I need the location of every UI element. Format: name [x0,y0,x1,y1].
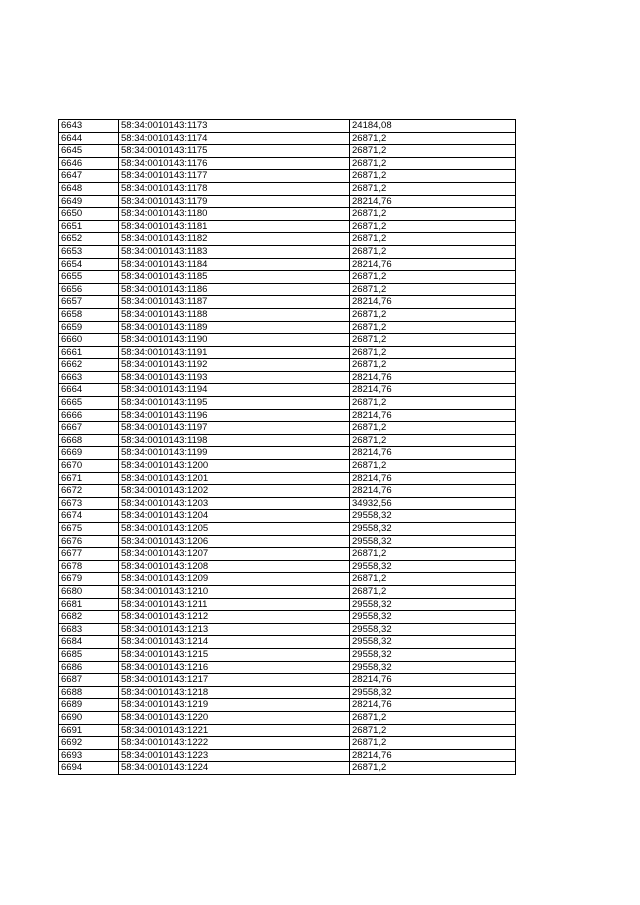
cadastral-number-cell: 58:34:0010143:1218 [119,686,350,699]
row-number-cell: 6646 [59,157,119,170]
table-body [59,120,516,775]
value-cell: 29558,32 [350,611,516,624]
cadastral-number-cell: 58:34:0010143:1213 [119,623,350,636]
row-number-cell: 6693 [59,749,119,762]
row-number-cell: 6681 [59,598,119,611]
value-cell: 26871,2 [350,145,516,158]
value-cell: 28214,76 [350,296,516,309]
value-cell: 28214,76 [350,371,516,384]
value-cell: 24184,08 [350,120,516,133]
table-row [59,699,516,712]
data-table [58,119,516,775]
row-number-cell: 6683 [59,623,119,636]
table-row [59,208,516,221]
value-cell: 29558,32 [350,560,516,573]
cadastral-number-cell: 58:34:0010143:1189 [119,321,350,334]
value-cell: 26871,2 [350,245,516,258]
row-number-cell: 6651 [59,220,119,233]
value-cell: 26871,2 [350,170,516,183]
row-number-cell: 6675 [59,523,119,536]
value-cell: 26871,2 [350,233,516,246]
value-cell: 26871,2 [350,585,516,598]
cadastral-number-cell: 58:34:0010143:1205 [119,523,350,536]
value-cell: 29558,32 [350,598,516,611]
value-cell: 26871,2 [350,422,516,435]
row-number-cell: 6652 [59,233,119,246]
table-row [59,308,516,321]
cadastral-number-cell: 58:34:0010143:1173 [119,120,350,133]
value-cell: 26871,2 [350,157,516,170]
row-number-cell: 6665 [59,397,119,410]
value-cell: 26871,2 [350,321,516,334]
cadastral-number-cell: 58:34:0010143:1180 [119,208,350,221]
table-row [59,157,516,170]
cadastral-number-cell: 58:34:0010143:1182 [119,233,350,246]
table-row [59,611,516,624]
row-number-cell: 6690 [59,711,119,724]
table-row [59,573,516,586]
cadastral-number-cell: 58:34:0010143:1185 [119,271,350,284]
value-cell: 29558,32 [350,661,516,674]
row-number-cell: 6654 [59,258,119,271]
row-number-cell: 6645 [59,145,119,158]
cadastral-number-cell: 58:34:0010143:1202 [119,485,350,498]
value-cell: 26871,2 [350,397,516,410]
cadastral-number-cell: 58:34:0010143:1175 [119,145,350,158]
value-cell: 28214,76 [350,409,516,422]
table-row [59,523,516,536]
table-row [59,560,516,573]
row-number-cell: 6674 [59,510,119,523]
value-cell: 26871,2 [350,182,516,195]
value-cell: 26871,2 [350,208,516,221]
row-number-cell: 6691 [59,724,119,737]
value-cell: 28214,76 [350,699,516,712]
table-row [59,384,516,397]
value-cell: 29558,32 [350,686,516,699]
row-number-cell: 6688 [59,686,119,699]
table-row [59,510,516,523]
value-cell: 26871,2 [350,724,516,737]
table-row [59,334,516,347]
value-cell: 29558,32 [350,535,516,548]
value-cell: 26871,2 [350,460,516,473]
cadastral-number-cell: 58:34:0010143:1181 [119,220,350,233]
table-row [59,749,516,762]
cadastral-number-cell: 58:34:0010143:1219 [119,699,350,712]
row-number-cell: 6660 [59,334,119,347]
row-number-cell: 6667 [59,422,119,435]
row-number-cell: 6680 [59,585,119,598]
table-row [59,674,516,687]
cadastral-number-cell: 58:34:0010143:1188 [119,308,350,321]
cadastral-number-cell: 58:34:0010143:1196 [119,409,350,422]
value-cell: 26871,2 [350,548,516,561]
table-row [59,548,516,561]
table-row [59,686,516,699]
value-cell: 26871,2 [350,271,516,284]
value-cell: 28214,76 [350,258,516,271]
row-number-cell: 6664 [59,384,119,397]
row-number-cell: 6679 [59,573,119,586]
cadastral-number-cell: 58:34:0010143:1223 [119,749,350,762]
table-row [59,472,516,485]
table-row [59,422,516,435]
table-row [59,195,516,208]
cadastral-number-cell: 58:34:0010143:1206 [119,535,350,548]
table-row [59,447,516,460]
row-number-cell: 6662 [59,359,119,372]
row-number-cell: 6663 [59,371,119,384]
cadastral-number-cell: 58:34:0010143:1174 [119,132,350,145]
table-row [59,737,516,750]
cadastral-number-cell: 58:34:0010143:1217 [119,674,350,687]
table-row [59,170,516,183]
table-row [59,296,516,309]
value-cell: 28214,76 [350,674,516,687]
cadastral-number-cell: 58:34:0010143:1186 [119,283,350,296]
cadastral-number-cell: 58:34:0010143:1197 [119,422,350,435]
cadastral-number-cell: 58:34:0010143:1211 [119,598,350,611]
cadastral-number-cell: 58:34:0010143:1195 [119,397,350,410]
cadastral-number-cell: 58:34:0010143:1184 [119,258,350,271]
table-row [59,371,516,384]
value-cell: 29558,32 [350,510,516,523]
table-row [59,359,516,372]
cadastral-number-cell: 58:34:0010143:1220 [119,711,350,724]
table-row [59,724,516,737]
value-cell: 26871,2 [350,132,516,145]
value-cell: 26871,2 [350,434,516,447]
cadastral-number-cell: 58:34:0010143:1187 [119,296,350,309]
row-number-cell: 6686 [59,661,119,674]
row-number-cell: 6643 [59,120,119,133]
cadastral-number-cell: 58:34:0010143:1209 [119,573,350,586]
value-cell: 29558,32 [350,636,516,649]
cadastral-number-cell: 58:34:0010143:1194 [119,384,350,397]
cadastral-number-cell: 58:34:0010143:1198 [119,434,350,447]
value-cell: 29558,32 [350,648,516,661]
row-number-cell: 6666 [59,409,119,422]
cadastral-number-cell: 58:34:0010143:1207 [119,548,350,561]
cadastral-number-cell: 58:34:0010143:1212 [119,611,350,624]
row-number-cell: 6692 [59,737,119,750]
cadastral-number-cell: 58:34:0010143:1210 [119,585,350,598]
table-row [59,321,516,334]
cadastral-number-cell: 58:34:0010143:1214 [119,636,350,649]
table-row [59,346,516,359]
cadastral-number-cell: 58:34:0010143:1215 [119,648,350,661]
table-row [59,434,516,447]
table-row [59,397,516,410]
table-row [59,132,516,145]
value-cell: 28214,76 [350,384,516,397]
table-row [59,623,516,636]
table-row [59,283,516,296]
row-number-cell: 6678 [59,560,119,573]
row-number-cell: 6647 [59,170,119,183]
cadastral-number-cell: 58:34:0010143:1179 [119,195,350,208]
value-cell: 26871,2 [350,346,516,359]
row-number-cell: 6650 [59,208,119,221]
row-number-cell: 6644 [59,132,119,145]
value-cell: 26871,2 [350,283,516,296]
row-number-cell: 6656 [59,283,119,296]
cadastral-number-cell: 58:34:0010143:1176 [119,157,350,170]
row-number-cell: 6684 [59,636,119,649]
row-number-cell: 6655 [59,271,119,284]
cadastral-number-cell: 58:34:0010143:1221 [119,724,350,737]
table-row [59,636,516,649]
table-row [59,120,516,133]
table-row [59,535,516,548]
row-number-cell: 6669 [59,447,119,460]
row-number-cell: 6659 [59,321,119,334]
value-cell: 29558,32 [350,623,516,636]
cadastral-number-cell: 58:34:0010143:1222 [119,737,350,750]
table-row [59,762,516,775]
cadastral-number-cell: 58:34:0010143:1201 [119,472,350,485]
cadastral-number-cell: 58:34:0010143:1191 [119,346,350,359]
value-cell: 26871,2 [350,573,516,586]
value-cell: 26871,2 [350,220,516,233]
row-number-cell: 6653 [59,245,119,258]
cadastral-number-cell: 58:34:0010143:1199 [119,447,350,460]
cadastral-number-cell: 58:34:0010143:1178 [119,182,350,195]
row-number-cell: 6673 [59,497,119,510]
row-number-cell: 6689 [59,699,119,712]
table-row [59,182,516,195]
table-row [59,711,516,724]
row-number-cell: 6682 [59,611,119,624]
table-row [59,245,516,258]
row-number-cell: 6687 [59,674,119,687]
cadastral-number-cell: 58:34:0010143:1200 [119,460,350,473]
value-cell: 26871,2 [350,737,516,750]
row-number-cell: 6672 [59,485,119,498]
value-cell: 28214,76 [350,195,516,208]
table-row [59,460,516,473]
table-row [59,585,516,598]
row-number-cell: 6661 [59,346,119,359]
cadastral-number-cell: 58:34:0010143:1190 [119,334,350,347]
row-number-cell: 6685 [59,648,119,661]
table-row [59,598,516,611]
row-number-cell: 6694 [59,762,119,775]
value-cell: 26871,2 [350,308,516,321]
cadastral-number-cell: 58:34:0010143:1204 [119,510,350,523]
value-cell: 34932,56 [350,497,516,510]
value-cell: 26871,2 [350,359,516,372]
table-row [59,220,516,233]
table-row [59,661,516,674]
table-row [59,648,516,661]
value-cell: 28214,76 [350,749,516,762]
table-row [59,233,516,246]
value-cell: 26871,2 [350,711,516,724]
value-cell: 29558,32 [350,523,516,536]
table-row [59,271,516,284]
value-cell: 26871,2 [350,762,516,775]
value-cell: 26871,2 [350,334,516,347]
row-number-cell: 6676 [59,535,119,548]
table-row [59,409,516,422]
value-cell: 28214,76 [350,472,516,485]
value-cell: 28214,76 [350,485,516,498]
cadastral-number-cell: 58:34:0010143:1192 [119,359,350,372]
cadastral-number-cell: 58:34:0010143:1177 [119,170,350,183]
row-number-cell: 6671 [59,472,119,485]
table-row [59,145,516,158]
table-row [59,258,516,271]
table-row [59,485,516,498]
row-number-cell: 6668 [59,434,119,447]
row-number-cell: 6657 [59,296,119,309]
cadastral-number-cell: 58:34:0010143:1216 [119,661,350,674]
row-number-cell: 6658 [59,308,119,321]
row-number-cell: 6670 [59,460,119,473]
row-number-cell: 6649 [59,195,119,208]
cadastral-number-cell: 58:34:0010143:1183 [119,245,350,258]
cadastral-number-cell: 58:34:0010143:1193 [119,371,350,384]
cadastral-number-cell: 58:34:0010143:1203 [119,497,350,510]
table-row [59,497,516,510]
row-number-cell: 6677 [59,548,119,561]
cadastral-number-cell: 58:34:0010143:1208 [119,560,350,573]
value-cell: 28214,76 [350,447,516,460]
row-number-cell: 6648 [59,182,119,195]
cadastral-number-cell: 58:34:0010143:1224 [119,762,350,775]
